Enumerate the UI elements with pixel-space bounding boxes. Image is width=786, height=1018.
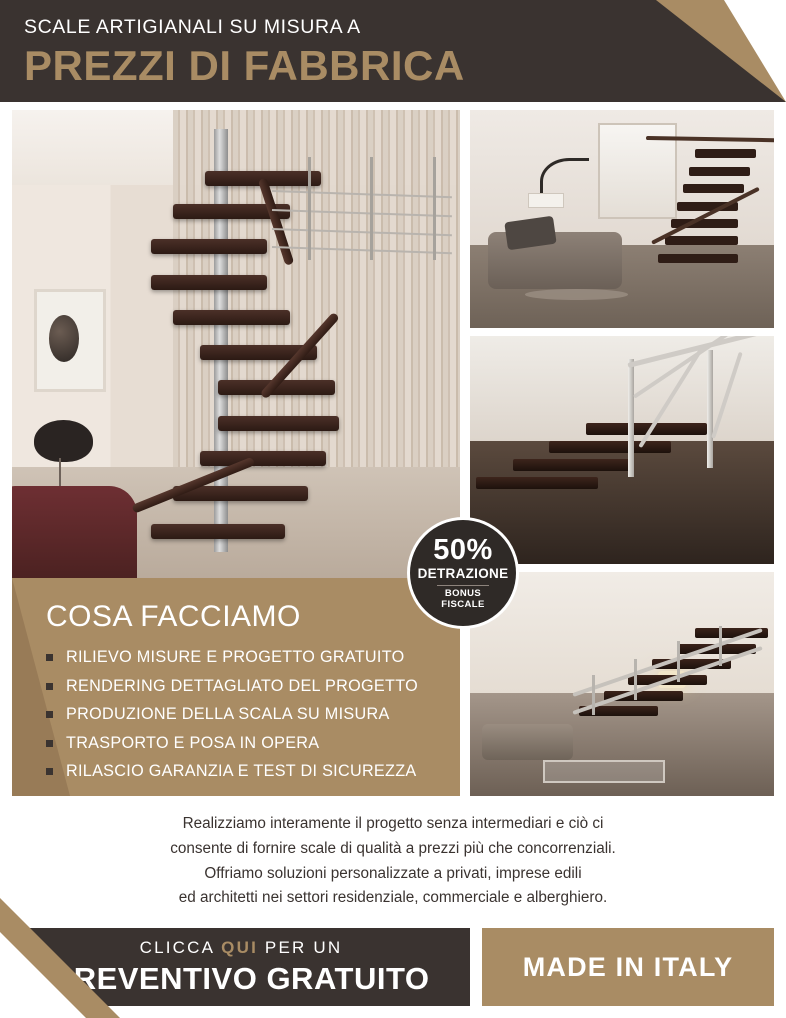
badge-divider xyxy=(437,585,489,586)
living-room-staircase-photo xyxy=(470,110,774,328)
badge-sub-line2: FISCALE xyxy=(441,598,485,610)
made-in-italy-label: MADE IN ITALY xyxy=(522,951,734,982)
tax-deduction-badge xyxy=(410,520,516,626)
railing-post xyxy=(634,659,637,699)
sofa xyxy=(482,724,573,760)
railing-post xyxy=(592,675,595,715)
badge-percent: 50% xyxy=(433,533,493,566)
spiral-staircase-scene xyxy=(12,110,460,580)
services-title: COSA FACCIAMO xyxy=(46,600,301,633)
header-banner xyxy=(0,0,786,102)
description-paragraph xyxy=(12,812,774,911)
headline-kicker: SCALE ARTIGIANALI SU MISURA A xyxy=(24,16,361,38)
header-white-wedge xyxy=(724,0,786,102)
railing-post xyxy=(677,641,680,681)
stair-tread xyxy=(689,167,750,176)
made-in-italy-badge xyxy=(482,928,774,1006)
description-line-1: Realizziamo interamente il progetto senza intermediari e ciò ci xyxy=(182,815,604,832)
wide-interior-staircase-photo xyxy=(470,572,774,796)
description-line-4: ed architetti nei settori residenziale, commerciale e alberghiero. xyxy=(178,889,608,907)
stair-tread xyxy=(683,184,744,193)
spiral-staircase-photo xyxy=(12,110,460,580)
stair-tread xyxy=(151,239,267,254)
wall-picture xyxy=(34,289,106,392)
list-item xyxy=(46,648,460,667)
header-text-block xyxy=(24,18,465,88)
railing-post xyxy=(308,157,311,260)
cta-post-text: PER UN xyxy=(258,937,343,957)
arc-lamp-shade xyxy=(528,193,564,208)
description-line-2: consente di fornire scale di qualità a prezzi più che concorrenziali. xyxy=(170,839,616,857)
list-item xyxy=(46,734,460,753)
service-label: TRASPORTO E POSA IN OPERA xyxy=(66,733,320,752)
glass-table xyxy=(543,760,665,782)
stair-tread xyxy=(173,310,289,325)
railing-post xyxy=(370,157,373,260)
service-label: RENDERING DETTAGLIATO DEL PROGETTO xyxy=(66,676,418,695)
badge-label: DETRAZIONE xyxy=(417,565,509,581)
arc-lamp-icon xyxy=(540,158,589,197)
list-item xyxy=(46,677,460,696)
stair-tread xyxy=(200,451,325,466)
badge-sub-line1: BONUS xyxy=(444,587,482,599)
stair-tread xyxy=(218,416,339,431)
floor-lamp-shade-icon xyxy=(34,420,92,462)
service-label: RILIEVO MISURE E PROGETTO GRATUITO xyxy=(66,648,405,666)
wide-interior-scene xyxy=(470,572,774,796)
stair-tread xyxy=(151,275,267,290)
railing-post xyxy=(707,350,713,469)
stair-tread xyxy=(513,459,635,471)
railing-post xyxy=(433,157,436,260)
stair-tread xyxy=(658,254,737,263)
red-armchair xyxy=(12,486,137,580)
railing-post xyxy=(719,626,722,666)
stair-tread xyxy=(151,524,285,539)
railing-brace xyxy=(711,352,743,439)
stair-tread xyxy=(695,149,756,158)
cta-pre-text: CLICCA xyxy=(139,937,222,957)
services-panel xyxy=(12,578,460,796)
cta-main-label: PREVENTIVO GRATUITO xyxy=(52,960,430,996)
cta-kicker xyxy=(140,938,343,958)
service-label: RILASCIO GARANZIA E TEST DI SICUREZZA xyxy=(66,762,417,780)
staircase-detail-photo xyxy=(470,336,774,564)
coffee-table xyxy=(525,289,628,300)
headline-title: PREZZI DI FABBRICA xyxy=(24,41,465,89)
service-label: PRODUZIONE DELLA SCALA SU MISURA xyxy=(66,705,390,723)
list-item xyxy=(46,762,460,781)
bottom-left-white-wedge xyxy=(0,932,86,1018)
stair-tread xyxy=(665,236,738,245)
railing-cable xyxy=(573,646,763,715)
stair-tread xyxy=(549,441,671,453)
railing-post xyxy=(628,359,634,478)
stair-tread xyxy=(476,477,598,489)
living-room-scene xyxy=(470,110,774,328)
cta-highlight-text: QUI xyxy=(221,937,258,957)
description-line-3: Offriamo soluzioni personalizzate a privati, imprese edili xyxy=(204,864,582,882)
staircase-detail-scene xyxy=(470,336,774,564)
list-item xyxy=(46,705,460,724)
services-list xyxy=(46,648,460,781)
